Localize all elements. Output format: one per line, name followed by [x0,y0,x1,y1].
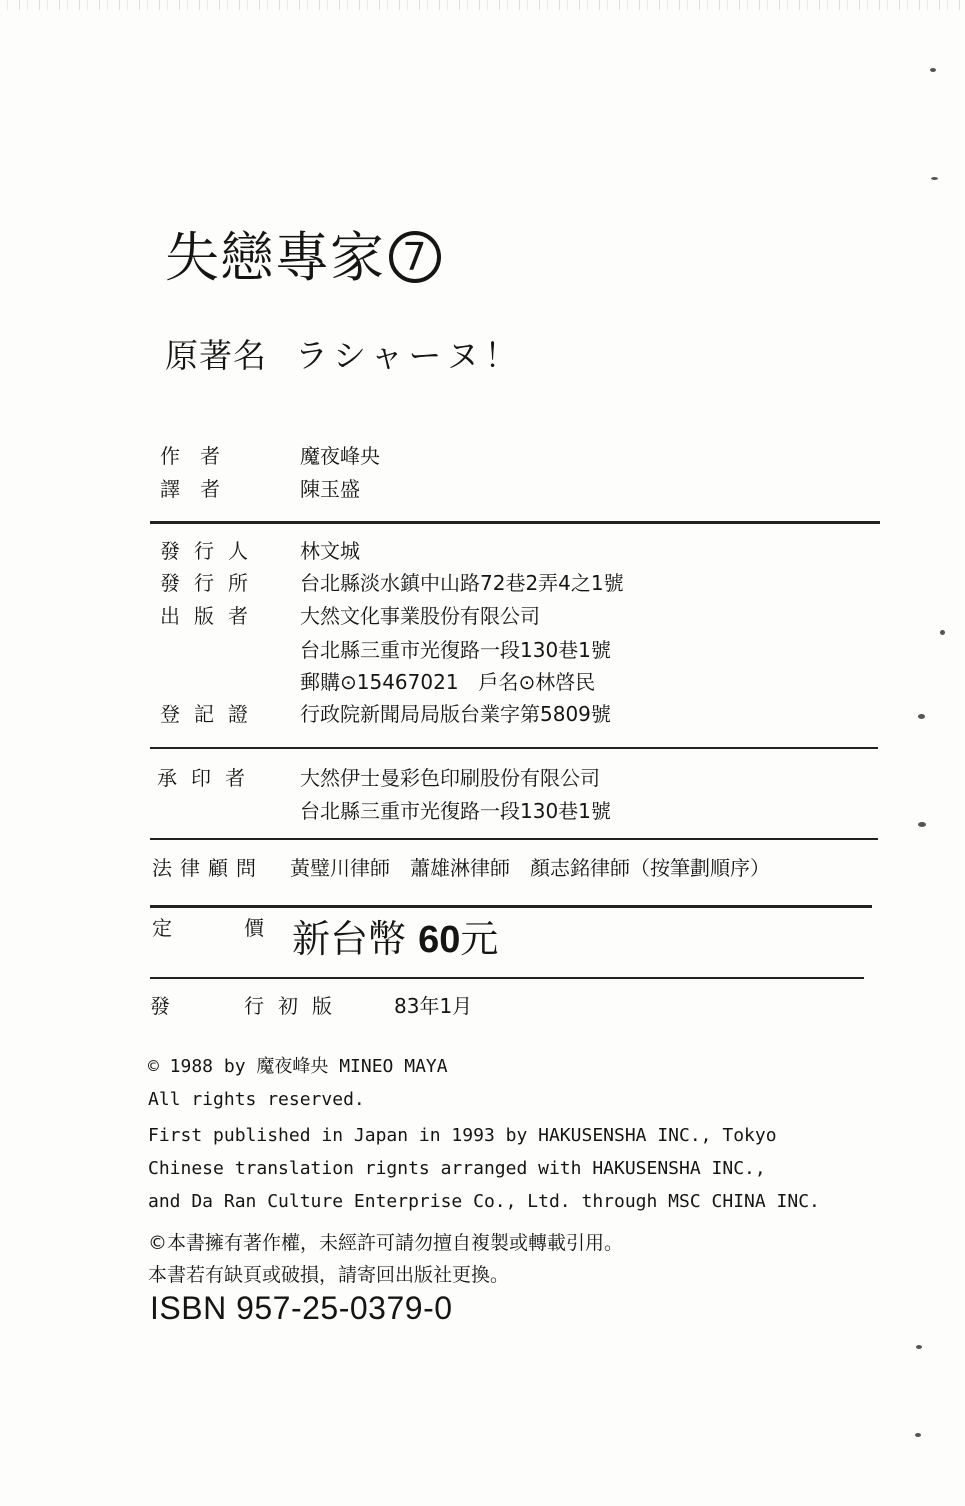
copyright-notice: ©本書擁有著作權，未經許可請勿擅自複製或轉載引用。 [148,1232,624,1254]
isbn: ISBN 957-25-0379-0 [150,1290,453,1326]
divider [150,838,878,840]
row-label: 出版者 [160,604,262,628]
edition-label-b: 行初版 [244,994,346,1018]
row-value: 大然伊士曼彩色印刷股份有限公司 [300,766,600,790]
replacement-notice: 本書若有缺頁或破損，請寄回出版社更換。 [148,1264,510,1286]
price-label [152,912,264,941]
book-title [165,215,441,292]
copyright-line: and Da Ran Culture Enterprise Co., Ltd. through MSC CHINA INC. [148,1191,820,1212]
price-label-b: 價 [244,916,264,940]
copyright-line: All rights reserved. [148,1089,365,1110]
copyright-line: © 1988 by 魔夜峰央 MINEO MAYA [148,1056,448,1077]
scan-speck [940,630,945,635]
price-value [292,908,498,963]
scan-speck [918,822,926,827]
scan-speck [916,1345,922,1349]
printer-row [157,795,611,824]
volume-number: 7 [389,231,441,283]
row-value: 台北縣三重市光復路一段130巷1號 [300,799,611,823]
copyright-line: First published in Japan in 1993 by HAKUSENSHA INC., Tokyo [148,1125,777,1146]
row-value: 行政院新聞局局版台業字第5809號 [300,702,611,726]
credit-translator [160,473,360,502]
scan-speck [931,177,938,180]
divider [150,977,864,979]
publisher-row [160,600,540,629]
original-title-label: 原著名 [165,336,267,375]
publisher-row [160,535,360,564]
credit-value: 陳玉盛 [300,477,360,501]
publisher-row [160,666,595,695]
row-label: 登記證 [160,702,262,726]
credit-value: 魔夜峰央 [300,444,380,468]
scan-speck [915,1433,921,1437]
row-value: 林文城 [300,539,360,563]
original-title-value: ラシャーヌ！ [295,336,523,375]
price-unit: 元 [460,917,499,961]
row-value: 大然文化事業股份有限公司 [300,604,540,628]
row-value: 台北縣淡水鎮中山路72巷2弄4之1號 [300,571,624,595]
row-label: 發行所 [160,571,262,595]
publisher-row [160,567,624,596]
copyright-line: Chinese translation rignts arranged with HAKUSENSHA INC., [148,1158,766,1179]
credit-label: 譯 者 [160,477,220,501]
divider [150,521,880,524]
credit-author [160,440,380,469]
edition-label-a: 發 [150,994,170,1018]
divider [150,905,872,908]
publisher-row [160,634,611,663]
book-title-text: 失戀專家 [165,226,385,289]
scan-speck [918,714,925,719]
edition-row [150,990,472,1019]
edition-value: 83年1月 [394,994,473,1018]
divider [150,747,878,749]
row-label: 發行人 [160,539,262,563]
row-value: 郵購⊙15467021 戶名⊙林啓民 [300,670,596,694]
scan-edge-noise [0,0,965,10]
row-label: 承印者 [157,766,259,790]
price-prefix: 新台幣 [292,917,407,961]
price-amount: 60 [418,919,461,961]
legal-value: 黃璧川律師 蕭雄淋律師 顏志銘律師（按筆劃順序） [290,856,770,880]
legal-counsel [152,852,770,881]
publisher-row [160,698,611,727]
original-title [165,330,522,377]
row-value: 台北縣三重市光復路一段130巷1號 [300,638,611,662]
credit-label: 作 者 [160,444,220,468]
scan-speck [930,68,936,72]
legal-label: 法律顧問 [152,856,264,880]
price-label-a: 定 [152,916,172,940]
printer-row [157,762,600,791]
